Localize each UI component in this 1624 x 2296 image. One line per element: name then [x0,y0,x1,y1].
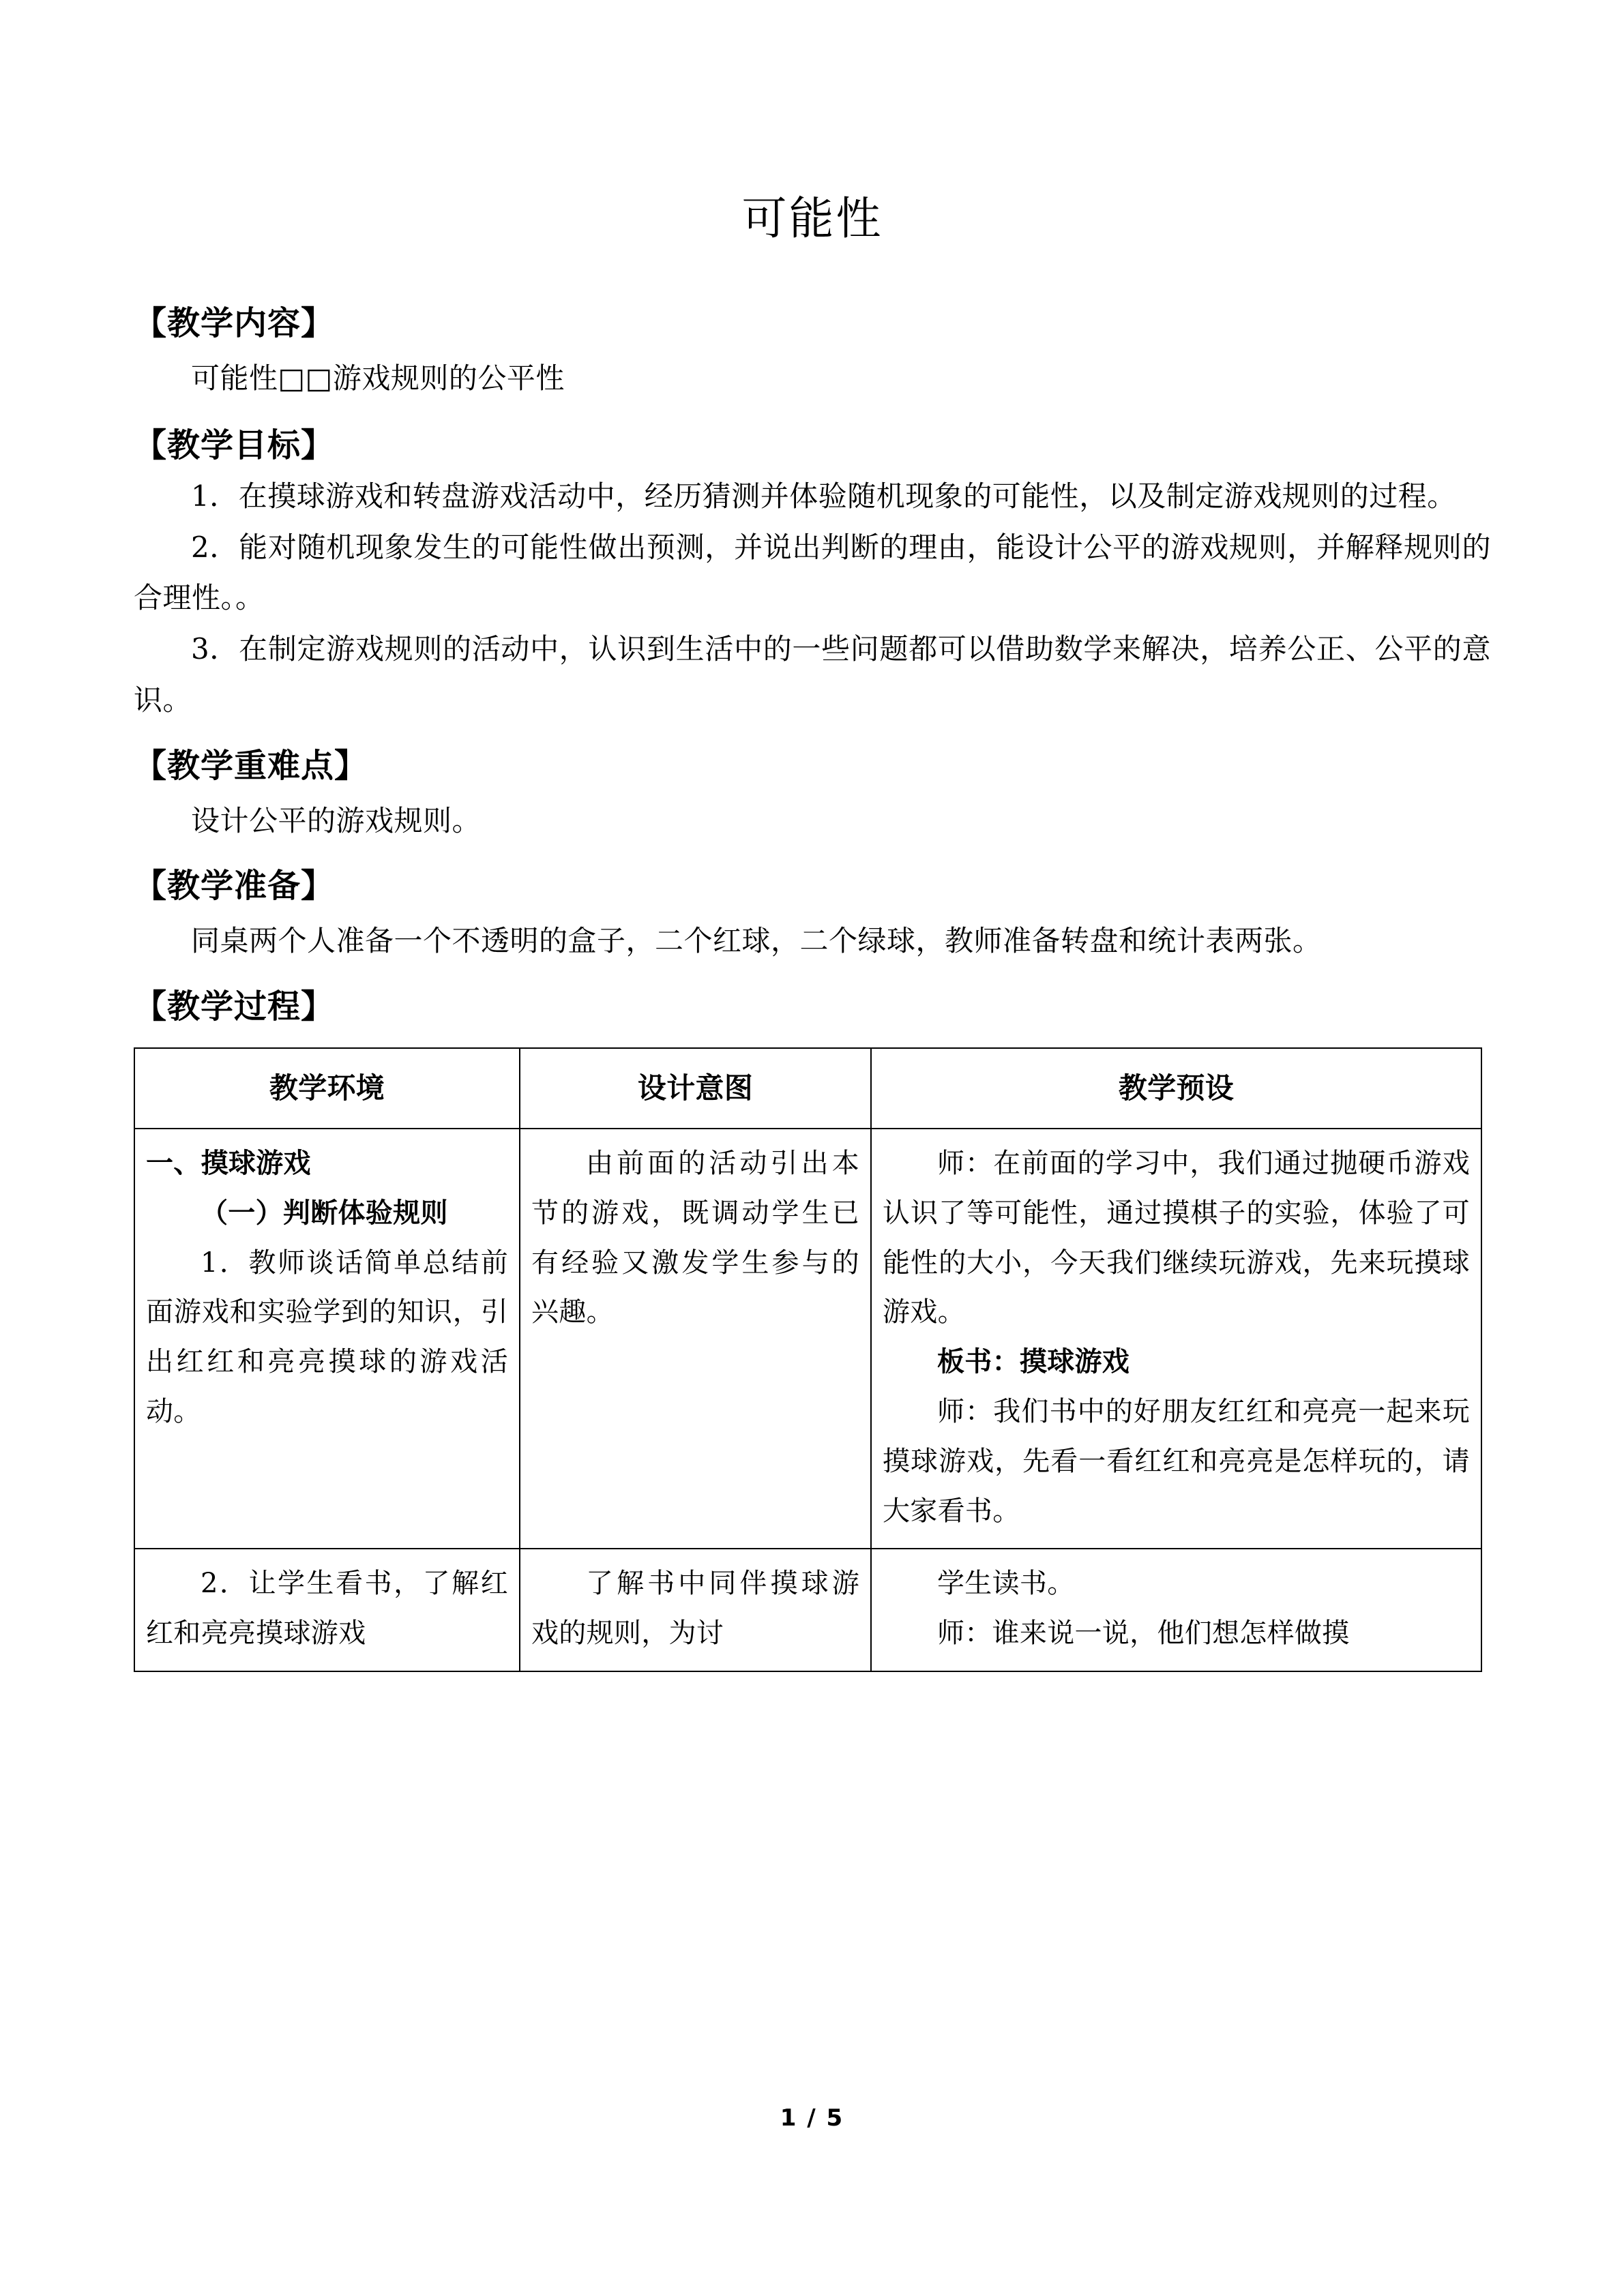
table-cell-expectation [871,1549,1481,1671]
table-cell-intent [520,1129,871,1549]
table-cell-intent [520,1549,871,1671]
page-footer [0,2104,1624,2132]
lesson-plan-table-body [134,1048,1481,1671]
section-heading-process: 【教学过程】 [134,987,335,1026]
activity-subtitle: （一）判断体验规则 [201,1197,448,1229]
section-heading-key-points: 【教学重难点】 [134,746,368,785]
board-writing-note: 板书：摸球游戏 [937,1346,1130,1378]
activity-step-2: 2．让学生看书，了解红红和亮亮摸球游戏 [146,1568,508,1650]
objective-item-1: 1．在摸球游戏和转盘游戏活动中，经历猜测并体验随机现象的可能性，以及制定游戏规则的过程。 [191,479,1456,513]
table-header-intent: 设计意图 [520,1048,871,1129]
key-points-text: 设计公平的游戏规则。 [191,803,482,837]
lesson-plan-table-wrapper [134,1047,1481,1672]
table-row [134,1549,1481,1671]
table-cell-environment [134,1129,520,1549]
table-cell-expectation [871,1129,1481,1549]
objective-item-3: 3．在制定游戏规则的活动中，认识到生活中的一些问题都可以借助数学来解决，培养公正、公平的意识。 [134,632,1491,717]
intent-text: 由前面的活动引出本节的游戏，既调动学生已有经验又激发学生参与的兴趣。 [531,1148,859,1328]
table-header-expectation: 教学预设 [871,1048,1481,1129]
section-heading-content: 【教学内容】 [134,304,335,342]
page-title: 可能性 [741,192,883,245]
activity-step-1: 1．教师谈话简单总结前面游戏和实验学到的知识，引出红红和亮亮摸球的游戏活动。 [146,1247,508,1427]
page-number: 1 / 5 [780,2104,844,2132]
teacher-dialogue-1: 师：在前面的学习中，我们通过抛硬币游戏认识了等可能性，通过摸棋子的实验，体验了可能性的大小，今天我们继续玩游戏，先来玩摸球游戏。 [883,1148,1470,1328]
lesson-plan-table [134,1047,1482,1672]
section-heading-objectives: 【教学目标】 [134,426,335,464]
objective-item-2: 2．能对随机现象发生的可能性做出预测，并说出判断的理由，能设计公平的游戏规则，并解释规则的合理性。。 [134,530,1491,615]
table-row [134,1129,1481,1549]
teaching-content-text: 可能性□□游戏规则的公平性 [191,361,565,395]
table-header-environment: 教学环境 [134,1048,520,1129]
page-content [134,0,1491,1672]
activity-title: 一、摸球游戏 [146,1148,311,1179]
teacher-dialogue-2: 师：我们书中的好朋友红红和亮亮一起来玩摸球游戏，先看一看红红和亮亮是怎样玩的，请大家看书。 [883,1395,1470,1527]
preparation-text: 同桌两个人准备一个不透明的盒子，二个红球，二个绿球，教师准备转盘和统计表两张。 [191,924,1322,958]
section-heading-preparation: 【教学准备】 [134,867,335,906]
table-cell-environment [134,1549,520,1671]
student-activity-note: 学生读书。 [937,1568,1075,1600]
teacher-dialogue-3: 师：谁来说一说，他们想怎样做摸 [937,1617,1350,1650]
table-header-row [134,1048,1481,1129]
intent-text: 了解书中同伴摸球游戏的规则，为讨 [531,1568,859,1650]
